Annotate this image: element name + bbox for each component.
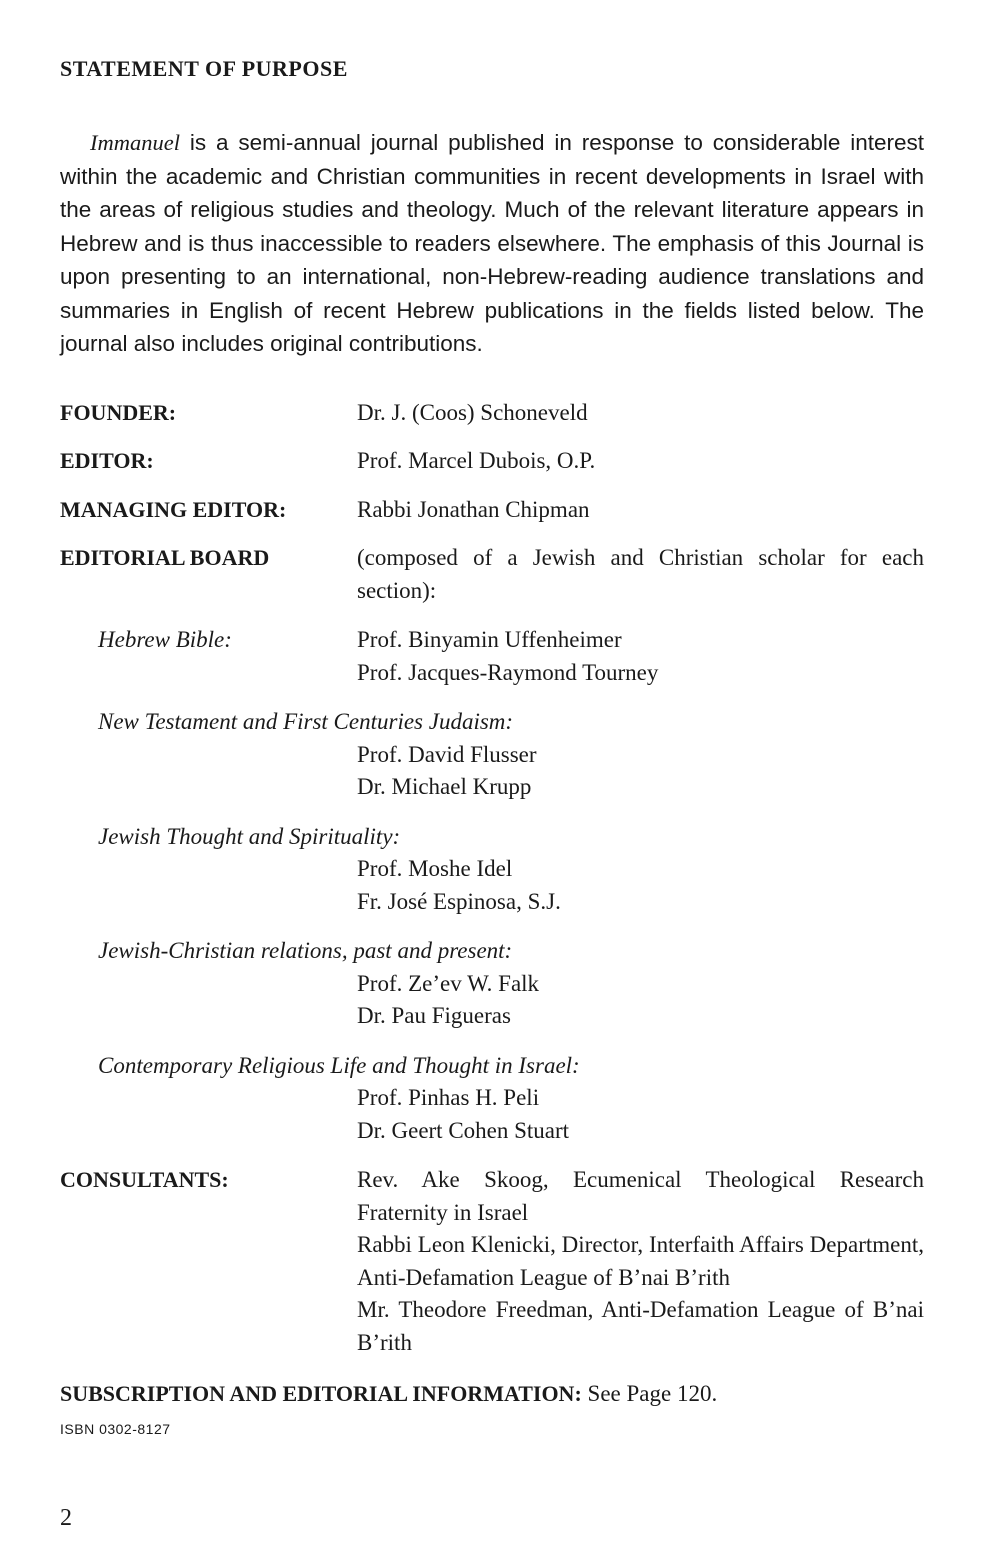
board-member: Dr. Michael Krupp xyxy=(357,774,532,799)
managing-editor-name: Rabbi Jonathan Chipman xyxy=(357,496,590,522)
editorial-board-note: (composed of a Jewish and Christian scholar for each section): xyxy=(357,545,924,603)
purpose-text: is a semi-annual journal published in response to considerable interest within the academic and Christian communities in recent developments in Israel with the areas of religious studies and theology. Much of the relevant literature appears in Hebrew and is thus inaccessible to readers elsewhere. The emphasis of this Journal is upon presenting to an international, non-Hebrew-reading audience translations and summaries in English of recent Hebrew publications in the fields listed below. The journal also includes original contributions. xyxy=(60,130,924,356)
board-member: Prof. Ze’ev W. Falk xyxy=(357,970,540,996)
editor-name: Prof. Marcel Dubois, O.P. xyxy=(357,448,596,473)
section-title: Jewish-Christian relations, past and present: xyxy=(98,938,513,963)
board-member: Prof. Pinhas H. Peli xyxy=(357,1085,540,1110)
editorial-board-row xyxy=(60,542,924,607)
founder-row xyxy=(60,397,924,430)
section-title: Hebrew Bible: xyxy=(98,627,232,652)
subscription-label: SUBSCRIPTION AND EDITORIAL INFORMATION: xyxy=(60,1381,582,1406)
isbn: ISBN 0302-8127 xyxy=(60,1421,171,1437)
purpose-paragraph xyxy=(60,126,924,361)
editor-label: EDITOR: xyxy=(60,448,154,473)
founder-label: FOUNDER: xyxy=(60,399,177,425)
section-title: Contemporary Religious Life and Thought in Israel: xyxy=(98,1052,580,1078)
section-hebrew-bible xyxy=(60,624,924,689)
board-member: Prof. Binyamin Uffenheimer xyxy=(357,627,622,652)
section-contemporary xyxy=(60,1050,924,1148)
managing-editor-row xyxy=(60,494,924,527)
section-relations xyxy=(60,935,924,1033)
page-heading: STATEMENT OF PURPOSE xyxy=(60,56,348,81)
journal-name: Immanuel xyxy=(90,130,180,155)
page-number: 2 xyxy=(60,1505,72,1531)
section-title: New Testament and First Centuries Judaism: xyxy=(98,709,514,734)
consultant-entry: Mr. Theodore Freedman, Anti-Defamation League of B’nai B’rith xyxy=(357,1297,924,1355)
section-jewish-thought xyxy=(60,821,924,919)
subscription-info xyxy=(60,1381,924,1407)
editorial-board-label: EDITORIAL BOARD xyxy=(60,545,270,570)
section-new-testament xyxy=(60,706,924,804)
document-page xyxy=(60,56,924,1437)
consultant-entry: Rev. Ake Skoog, Ecumenical Theological Research Fraternity in Israel xyxy=(357,1167,924,1225)
board-member: Prof. David Flusser xyxy=(357,741,537,767)
editor-row xyxy=(60,445,924,478)
subscription-text: See Page 120. xyxy=(581,1381,718,1406)
managing-editor-label: MANAGING EDITOR: xyxy=(60,496,287,522)
consultants-row xyxy=(60,1164,924,1359)
founder-name: Dr. J. (Coos) Schoneveld xyxy=(357,399,588,425)
consultants-label: CONSULTANTS: xyxy=(60,1167,229,1192)
board-member: Prof. Jacques-Raymond Tourney xyxy=(357,659,659,685)
board-member: Dr. Pau Figueras xyxy=(357,1003,511,1028)
board-member: Prof. Moshe Idel xyxy=(357,856,513,881)
consultant-entry: Rabbi Leon Klenicki, Director, Interfaith Affairs Department, Anti-Defamation League of B’nai B’rith xyxy=(357,1232,924,1290)
board-member: Fr. José Espinosa, S.J. xyxy=(357,888,561,914)
section-title: Jewish Thought and Spirituality: xyxy=(98,823,401,849)
board-member: Dr. Geert Cohen Stuart xyxy=(357,1117,570,1143)
